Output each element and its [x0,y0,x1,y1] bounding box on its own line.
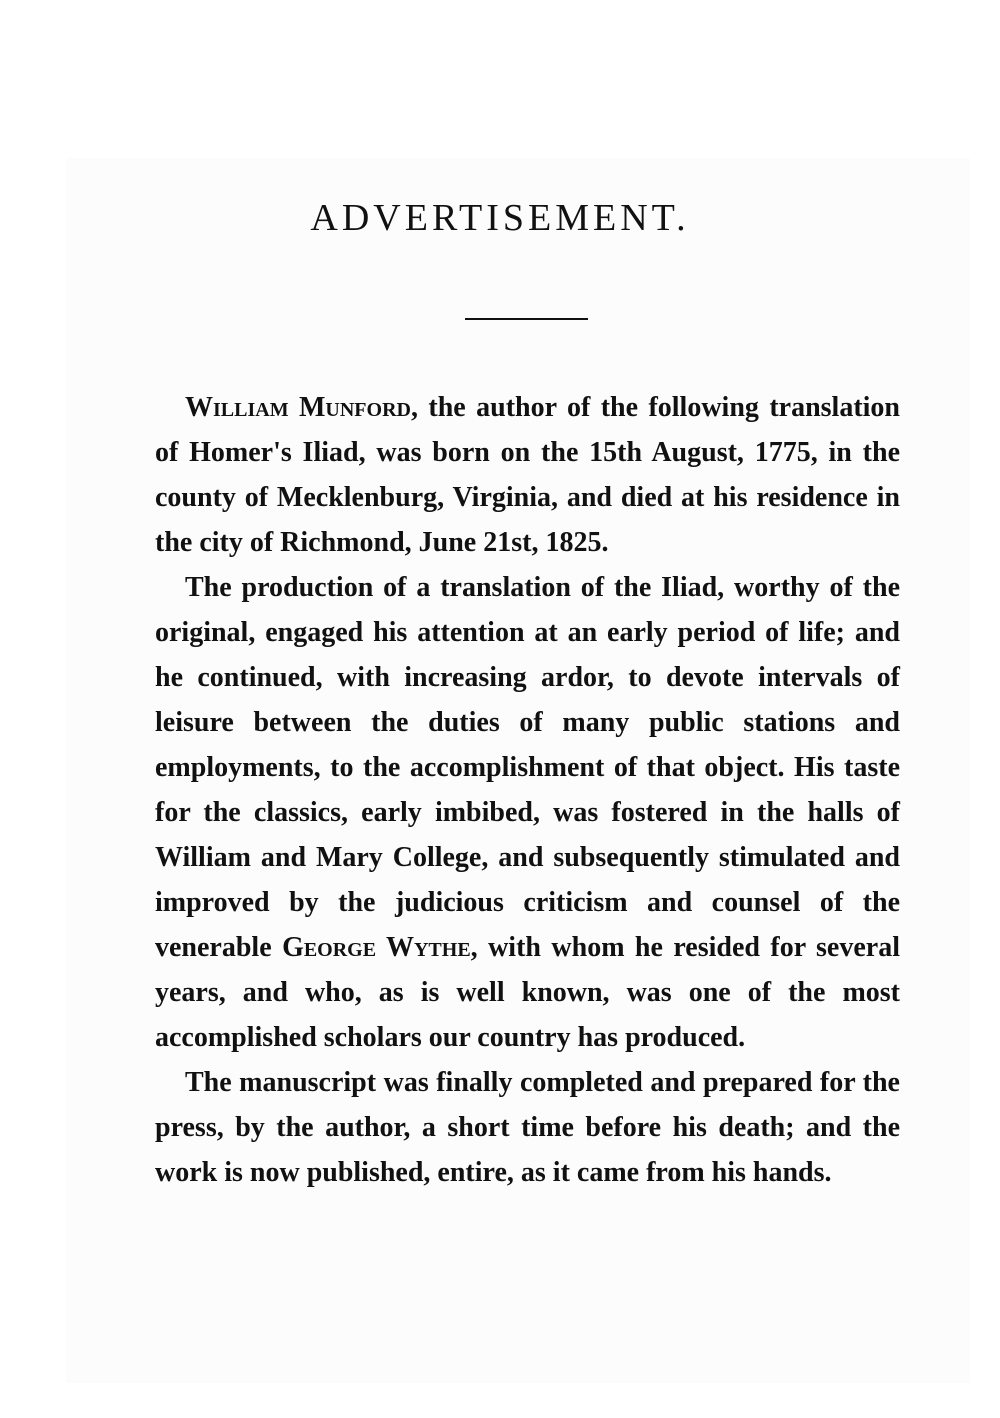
paragraph-3-text: The manuscript was finally completed and prepared for the press, by the author, a short time before his death; and the work is now published, entire, as it came from his hands. [155,1067,900,1188]
paragraph-1 [155,385,900,565]
title-divider [465,318,588,320]
page-title: ADVERTISEMENT. [310,197,690,239]
paragraph-2-text: The production of a translation of the Iliad, worthy of the original, engaged his attention at an early period of life; and he continued, with increasing ardor, to devote intervals of leisure between the duties of many public stations and employments, to the accomplishment of that object. His taste for the classics, early imbibed, was fostered in the halls of William and Mary College, and subsequently stimulated and improved by the judicious criticism and counsel of the venerable [155,572,900,963]
author-name: William Munford [185,392,411,423]
paragraph-2-text-end: , with whom he resided for several years, and who, as is well known, was one of the most accomplished scholars our country has produced. [155,932,900,1053]
mentor-name: George Wythe [282,932,471,963]
paragraph-2 [155,565,900,1060]
document-body [155,385,900,1195]
paragraph-3 [155,1060,900,1195]
paragraph-1-text: , the author of the following translation of Homer's Iliad, was born on the 15th August, 1775, in the county of Mecklenburg, Virginia, and died at his residence in the city of Richmond, June 21st, 1825. [155,392,900,558]
